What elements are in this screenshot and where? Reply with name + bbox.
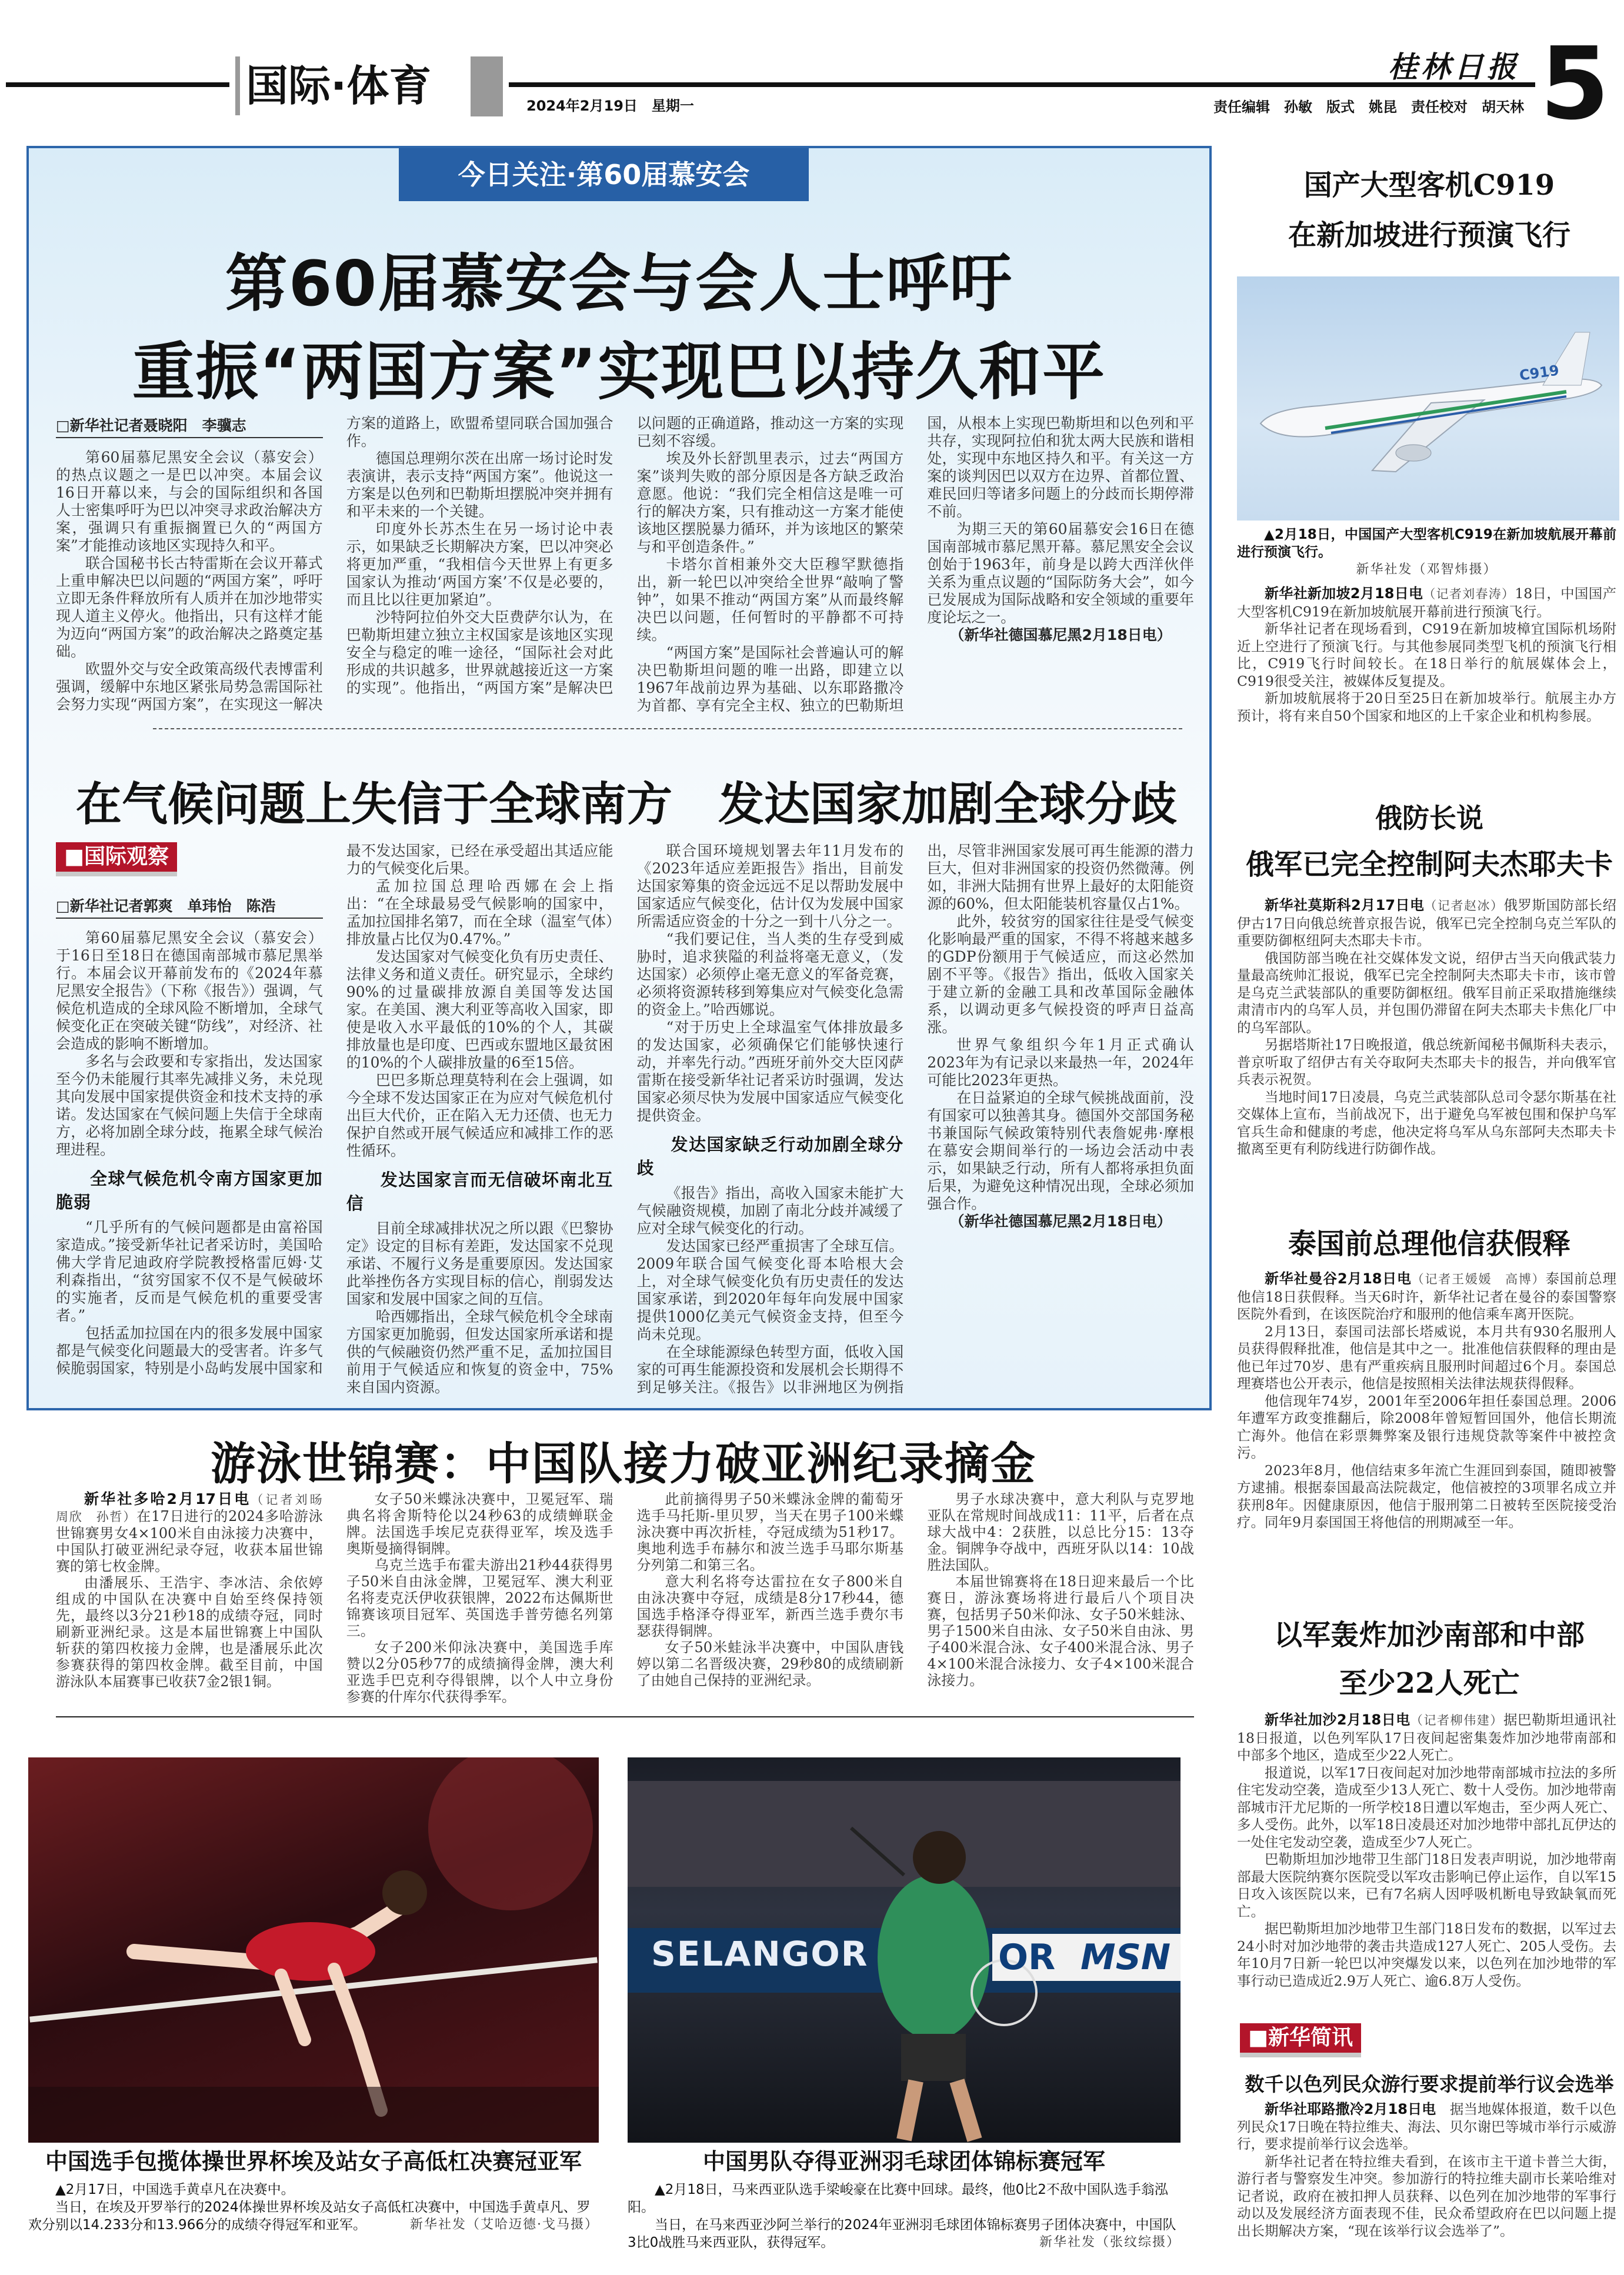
paragraph: 巴巴多斯总理莫特利在会上强调，如今全球不发达国家正在为应对气候危机付出巨大代价，正在陷入无力还债、也无力保护自然或开展气候适应和减排工作的恶性循环。 bbox=[346, 1072, 613, 1159]
caption-block bbox=[628, 2216, 1181, 2251]
paragraph: 第60届慕尼黑安全会议（慕安会）于16日至18日在德国南部城市慕尼黑举行。本届会议开幕前发布的《2024年慕尼黑安全报告》（下称《报告》）强调，气候危机造成的全球风险不断增加，全球气候变化正在突破关键“防线”，对经济、社会造成的影响不断增加。 bbox=[56, 929, 323, 1052]
paragraph: 世界气象组织今年1月正式确认2023年为有记录以来最热一年，2024年可能比2023年更热。 bbox=[927, 1036, 1194, 1089]
paragraph: 当地时间17日凌晨，乌克兰武装部队总司令瑟尔斯基在社交媒体上宣布，当前战况下，出于避免乌军被包围和保护乌军官兵生命和健康的考虑，他决定将乌军从乌东部阿夫杰耶夫卡撤离至更有利防线进行防御作战。 bbox=[1237, 1088, 1616, 1157]
lead-text: 泰国前总理他信18日获假释。当天6时许，新华社记者在曼谷的泰国警察医院外看到，在该医院治疗和服刑的他信乘车离开医院。 bbox=[1237, 1270, 1617, 1322]
paragraph: 2月13日，泰国司法部长塔威说，本月共有930名服刑人员获得假释批准，他信是其中之一。批准他信获假释的理由是他已年过70岁、患有严重疾病且服刑时间超过6个月。泰国总理赛塔也公开表示，他信是按照相关法律法规获得假释。 bbox=[1237, 1323, 1616, 1392]
paragraph: 发达国家对气候变化负有历史责任、法律义务和道义责任。研究显示，全球约90%的过量碳排放源自美国等发达国家。在美国、澳大利亚等高收入国家，即使是收入水平最低的10%的个人，其碳排放量也是印度、巴西或东盟地区最贫困的10%的个人碳排放量的6至15倍。 bbox=[346, 948, 613, 1071]
paragraph: 在日益紧迫的全球气候挑战面前，没有国家可以独善其身。德国外交部国务秘书兼国际气候政策特别代表詹妮弗·摩根在慕安会期间举行的一场边会活动中表示，如果缺乏行动，所有人都将承担负面后果，为避免这种情况出现，全球必须加强合作。 bbox=[927, 1089, 1194, 1212]
paragraph: 另据塔斯社17日晚报道，俄总统新闻秘书佩斯科夫表示，普京听取了绍伊古有关夺取阿夫杰耶夫卡的报告，并向俄军官兵表示祝贺。 bbox=[1237, 1036, 1616, 1088]
dateline: 新华社多哈2月17日电 bbox=[84, 1490, 251, 1507]
paragraph: 为期三天的第60届慕安会16日在德国南部城市慕尼黑开幕。慕尼黑安全会议创始于1963年，前身是以跨大西洋伙伴关系为重点议题的“国际防务大会”，如今已发展成为国际战略和安全领域的重要年度论坛之一。 bbox=[927, 521, 1194, 626]
russia-article-body bbox=[1237, 897, 1616, 1158]
photo-headline: 中国选手包揽体操世界杯埃及站女子高低杠决赛冠亚军 bbox=[45, 2148, 582, 2174]
paragraph: 意大利名将夸达雷拉在女子800米自由泳决赛中夺冠，成绩是8分17秒44，德国选手格泽夺得亚军，新西兰选手费尔韦瑟获得铜牌。 bbox=[636, 1573, 904, 1639]
paragraph: “我们要记住，当人类的生存受到威胁时，追求狭隘的利益将毫无意义，（发达国家）必须停止毫无意义的军备竞赛，必须将资源转移到筹集应对气候变化急需的资金上。”哈西娜说。 bbox=[636, 930, 904, 1018]
paragraph: 由潘展乐、王浩宇、李冰洁、余依婷组成的中国队在决赛中自始至终保持领先，最终以3分21秒18的成绩夺冠，同时刷新亚洲纪录。这是本届世锦赛上中国队斩获的第四枚接力金牌，也是潘展乐此次参赛获得的第四枚金牌。截至目前，中国游泳队本届赛事已收获7金2银1铜。 bbox=[56, 1575, 323, 1690]
airplane-image bbox=[1237, 276, 1619, 521]
paragraph: 多名与会政要和专家指出，发达国家至今仍未能履行其率先减排义务，未兑现其向发展中国家提供资金和技术支持的承诺。发达国家在气候问题上失信于全球南方，必将加剧全球分歧，拖累全球气候治理进程。 bbox=[56, 1053, 323, 1158]
reporters: （记者柳伟建） bbox=[1410, 1713, 1503, 1727]
header-rule-right bbox=[509, 82, 1535, 87]
paragraph: 乌克兰选手布霍夫游出21秒44获得男子50米自由泳金牌，卫冕冠军、澳大利亚名将麦克沃伊收获银牌，2022布达佩斯世锦赛该项目冠军、英国选手普劳德名列第三。 bbox=[346, 1557, 613, 1639]
plane-livery-text: C919 bbox=[1518, 362, 1560, 384]
brief-article-body bbox=[1237, 2101, 1616, 2240]
photo-credit: 新华社发（邓智炜摄） bbox=[1356, 562, 1498, 577]
c919-article-body bbox=[1237, 585, 1616, 725]
subheading: 发达国家言而无信破坏南北互信 bbox=[346, 1170, 613, 1213]
gaza-article-body bbox=[1237, 1712, 1616, 1990]
paragraph: 哈西娜指出，全球气候危机令全球南方国家更加脆弱，但发达国家所承诺和提供的气候融资仍然严重不足，孟加拉国目前用于气候适应和恢复的资金中，75%来自国内资源。 bbox=[346, 1308, 613, 1396]
paragraph: 俄国防部当晚在社交媒体发文说，绍伊古当天向俄武装力量最高统帅汇报说，俄军已完全控制阿夫杰耶夫卡市，该市曾是乌克兰武装部队的重要防御枢纽。俄军目前正采取措施继续肃清市内的乌军人员，并包围仍滞留在阿夫杰耶夫卡焦化厂中的乌军部队。 bbox=[1237, 949, 1616, 1036]
thailand-lead bbox=[1237, 1270, 1616, 1323]
paragraph: 包括孟加拉国在内的很多发展中国家都是气候变化问题最大的受害者。许多气候脆弱国家，特别是小岛屿发展中国家和最不发达国家，已经在承受超出其适应能力的气候变化后果。 bbox=[56, 842, 613, 1377]
paragraph: 女子50米蝶泳决赛中，卫冕冠军、瑞典名将舍斯特伦以24秒63的成绩蝉联金牌。法国选手埃尼克获得亚军，埃及选手奥斯曼摘得铜牌。 bbox=[346, 1491, 613, 1557]
swimming-article-body bbox=[56, 1491, 1194, 1710]
gymnast-image bbox=[28, 1757, 599, 2143]
lead-text: 据当地媒体报道，数千以色列民众17日晚在特拉维夫、海法、贝尔谢巴等城市举行示威游行，要求提前举行议会选举。 bbox=[1237, 2101, 1616, 2152]
paragraph: 新华社记者在现场看到，C919在新加坡樟宜国际机场附近上空进行了预演飞行。与其他参展同类型飞机的预演飞行相比，C919飞行时间较长。在18日举行的航展媒体会上，C919很受关注，被媒体反复提及。 bbox=[1237, 621, 1616, 689]
lead-text: 18日，中国国产大型客机C919在新加坡航展开幕前进行预演飞行。 bbox=[1237, 585, 1617, 620]
dateline: 新华社新加坡2月18日电 bbox=[1265, 585, 1423, 602]
paragraph: 卡塔尔首相兼外交大臣穆罕默德指出，新一轮巴以冲突给全世界“敲响了警钟”，如果不推动“两国方案”从而最终解决巴以问题，任何暂时的平静都不可持续。 bbox=[636, 556, 904, 643]
feature-article-body bbox=[56, 415, 1194, 725]
dateline: 新华社莫斯科2月17日电 bbox=[1265, 897, 1425, 913]
paragraph: 据巴勒斯坦加沙地带卫生部门18日发布的数据，以军过去24小时对加沙地带的袭击共造成127人死亡、205人受伤。去年10月7日新一轮巴以冲突爆发以来，以色列在加沙地带的军事行动已造成近2.9万人死亡、逾6.8万人受伤。 bbox=[1237, 1920, 1616, 1989]
paragraph: 第60届慕尼黑安全会议（慕安会）的热点议题之一是巴以冲突。本届会议16日开幕以来，与会的国际组织和各国人士密集呼吁为巴以冲突寻求政治解决方案，强调只有重振搁置已久的“两国方案”才能推动该地区实现持久和平。 bbox=[56, 449, 323, 554]
subheading: 发达国家缺乏行动加剧全球分歧 bbox=[636, 1135, 904, 1178]
badminton-photo bbox=[628, 1757, 1181, 2143]
swimming-headline: 游泳世锦赛：中国队接力破亚洲纪录摘金 bbox=[211, 1437, 1036, 1490]
paragraph: 目前全球减排状况之所以跟《巴黎协定》设定的目标有差距，发达国家不兑现承诺、不履行义务是重要原因。发达国家此举挫伤各方实现目标的信心，削弱发达国家和发展中国家之间的互信。 bbox=[346, 1220, 613, 1307]
feature-headline-2: 重振“两国方案”实现巴以持久和平 bbox=[132, 336, 1106, 408]
photo-credit: 新华社发（艾哈迈德·戈马摄） bbox=[410, 2217, 599, 2232]
c919-headline-2: 在新加坡进行预演飞行 bbox=[1288, 219, 1570, 252]
brief-lead bbox=[1237, 2101, 1616, 2153]
signage-text: MSN bbox=[1081, 1937, 1171, 1978]
paragraph: 孟加拉国总理哈西娜在会上指出：“在全球最易受气候影响的国家中，孟加拉国排名第7，而在全球（温室气体）排放量占比仅为0.47%。” bbox=[346, 878, 613, 948]
photo-credit: 新华社发（张纹综摄） bbox=[1039, 2235, 1181, 2250]
paragraph: 此外，较贫穷的国家往往是受气候变化影响最严重的国家，不得不将越来越多的GDP份额用于气候适应，而这必然加剧不平等。《报告》指出，低收入国家关于建立新的金融工具和改革国际金融体系，以调动更多气候投资的呼声日益高涨。 bbox=[927, 913, 1194, 1036]
caption-text: ▲2月18日，马来西亚队选手梁峻豪在比赛中回球。最终，他0比2不敌中国队选手翁泓阳。 bbox=[628, 2182, 1168, 2215]
thailand-headline: 泰国前总理他信获假释 bbox=[1288, 1227, 1570, 1260]
feature-headline-1: 第60届慕安会与会人士呼吁 bbox=[225, 248, 1013, 320]
lead-text: 在17日进行的2024多哈游泳世锦赛男女4×100米自由泳接力决赛中，中国队打破亚洲纪录夺冠，收获本届世锦赛的第七枚金牌。 bbox=[56, 1508, 323, 1575]
paragraph: 男子水球决赛中，意大利队与克罗地亚队在常规时间战成11：11平，后者在点球大战中4：2获胜，以总比分15：13夺金。铜牌争夺战中，西班牙队以14：10战胜法国队。 bbox=[927, 1491, 1194, 1573]
section-title: 国际·体育 bbox=[235, 56, 431, 115]
dateline: （新华社德国慕尼黑2月18日电） bbox=[949, 626, 1172, 643]
photo-headline: 中国男队夺得亚洲羽毛球团体锦标赛冠军 bbox=[702, 2148, 1105, 2174]
brief-tag: ■新华简讯 bbox=[1240, 2023, 1361, 2053]
reporters: （记者刘春涛） bbox=[1423, 587, 1515, 601]
climate-headline: 在气候问题上失信于全球南方 发达国家加剧全球分歧 bbox=[75, 778, 1177, 831]
russia-kicker: 俄防长说 bbox=[1375, 802, 1483, 834]
lead-text: 俄罗斯国防部长绍伊古17日向俄总统普京报告说，俄军已完全控制乌克兰军队的重要防御枢纽阿夫杰耶夫卡市。 bbox=[1237, 897, 1616, 949]
paragraph: “两国方案”是国际社会普遍认可的解决巴勒斯坦问题的唯一出路，即建立以1967年战前边界为基础、以东耶路撒冷为首都、享有完全主权、独立的巴勒斯坦国，从根本上实现巴勒斯坦和以色列和平共存，实现阿拉伯和犹太两大民族和谐相处，实现中东地区持久和平。有关这一方案的谈判因巴以双方在边界、首都位置、难民回归等诸多问题上的分歧而长期停滞不前。 bbox=[636, 415, 1194, 714]
paragraph: 2023年8月，他信结束多年流亡生涯回到泰国，随即被警方逮捕。根据泰国最高法院裁定，他信被控的3项罪名成立并获刑8年。因健康原因，他信于服刑第二日被转至医院接受治疗。同年9月泰国国王将他信的刑期减至一年。 bbox=[1237, 1462, 1616, 1530]
signage-text: OR bbox=[998, 1937, 1056, 1978]
paragraph: 联合国环境规划署去年11月发布的《2023年适应差距报告》指出，目前发达国家筹集的资金远远不足以帮助发展中国家适应气候变化，估计仅为发展中国家所需适应资金的十分之一到十八分之一。 bbox=[636, 842, 904, 930]
paragraph: 欧盟外交与安全政策高级代表博雷利强调，缓解中东地区紧张局势急需国际社会努力实现“两国方案”，在实现这一解决方案的道路上，欧盟希望同联合国加强合作。 bbox=[56, 415, 613, 713]
c919-photo bbox=[1237, 276, 1619, 521]
gaza-lead bbox=[1237, 1712, 1616, 1764]
dateline: 新华社曼谷2月18日电 bbox=[1265, 1270, 1412, 1287]
gymnastics-photo bbox=[28, 1757, 599, 2143]
paragraph: 他信现年74岁，2001年至2006年担任泰国总理。2006年遭军方政变推翻后，除2008年曾短暂回国外，他信长期流亡海外。他信在彩票舞弊案及银行违规贷款等案件中被控贪污。 bbox=[1237, 1392, 1616, 1461]
column-tag: ■国际观察 bbox=[56, 842, 177, 872]
reporters: （记者刘旸 周欣 孙哲） bbox=[56, 1493, 336, 1524]
climate-article-body bbox=[56, 842, 1194, 1404]
subheading: 全球气候危机令南方国家更加脆弱 bbox=[56, 1169, 323, 1212]
gaza-headline-2: 至少22人死亡 bbox=[1339, 1667, 1520, 1700]
paragraph: 沙特阿拉伯外交大臣费萨尔认为，在巴勒斯坦建立独立主权国家是该地区实现安全与稳定的唯一途径，“国际社会对此形成的共识越多，世界就越接近这一方案的实现”。他指出，“两国方案”是解决巴以问题的正确道路，推动这一方案的实现已刻不容缓。 bbox=[346, 415, 904, 696]
c919-lead bbox=[1237, 585, 1616, 621]
thailand-article-body bbox=[1237, 1270, 1616, 1532]
reporters: （记者赵冰） bbox=[1424, 899, 1504, 913]
signage-text: SELANGOR bbox=[651, 1934, 869, 1974]
feature-tab: 今日关注·第60届慕安会 bbox=[399, 148, 809, 201]
caption-text: ▲2月17日，中国选手黄卓凡在决赛中。 bbox=[55, 2182, 295, 2197]
paragraph: 新加坡航展将于20日至25日在新加坡举行。航展主办方预计，将有来自50个国家和地区的上千家企业和机构参展。 bbox=[1237, 690, 1616, 724]
paragraph: 埃及外长舒凯里表示，过去“两国方案”谈判失败的部分原因是各方缺乏政治意愿。他说：“我们完全相信这是唯一可行的解决方案，只有推动这一方案才能使该地区摆脱暴力循环，并为该地区的繁荣与和平创造条件。” bbox=[636, 450, 904, 555]
paragraph: 新华社记者在特拉维夫看到，在该市主干道卡普兰大街，游行者与警察发生冲突。参加游行的特拉维夫副市长莱哈维对记者说，政府在被扣押人员获释、以色列在加沙地带的军事行动以及发展经济方面表现不佳，民众希望政府在巴以问题上提出长期解决方案，“现在该举行议会选举了”。 bbox=[1237, 2153, 1616, 2239]
c919-headline-1: 国产大型客机C919 bbox=[1303, 169, 1555, 202]
dateline: 新华社耶路撒冷2月18日电 bbox=[1265, 2101, 1436, 2117]
divider bbox=[56, 1716, 1194, 1717]
paragraph: 《报告》指出，高收入国家未能扩大气候融资规模，加剧了南北分歧并减缓了应对全球气候变化的行动。 bbox=[636, 1185, 904, 1237]
gymnastics-caption bbox=[28, 2148, 599, 2234]
feature-byline: □新华社记者聂晓阳 李骥志 bbox=[56, 417, 323, 438]
russia-lead bbox=[1237, 897, 1616, 950]
dateline: （新华社德国慕尼黑2月18日电） bbox=[949, 1213, 1172, 1230]
issue-date: 2024年2月19日 星期一 bbox=[526, 98, 694, 114]
badminton-caption bbox=[628, 2148, 1181, 2251]
caption-text: 当日，在马来西亚沙阿兰举行的2024年亚洲羽毛球团体锦标赛男子团体决赛中，中国队3比0战胜马来西亚队，获得冠军。 bbox=[628, 2217, 1176, 2250]
dashed-divider bbox=[153, 728, 1182, 729]
page-number: 5 bbox=[1540, 26, 1610, 142]
caption-block bbox=[28, 2199, 599, 2234]
paragraph: 本届世锦赛将在18日迎来最后一个比赛日，游泳赛场将进行最后八个项目决赛，包括男子50米仰泳、女子50米蛙泳、男子1500米自由泳、女子50米自由泳、男子400米混合泳、女子400米混合泳、男子4×100米混合泳接力、女子4×100米混合泳接力。 bbox=[927, 1573, 1194, 1689]
brief-headline: 数千以色列民众游行要求提前举行议会选举 bbox=[1245, 2073, 1614, 2096]
editor-credits: 责任编辑 孙敏 版式 姚昆 责任校对 胡天林 bbox=[1213, 99, 1524, 115]
dateline: 新华社加沙2月18日电 bbox=[1265, 1712, 1410, 1728]
paragraph: “对于历史上全球温室气体排放最多的发达国家，必须确保它们能够快速行动，并率先行动。”西班牙前外交大臣冈萨雷斯在接受新华社记者采访时强调，发达国家必须尽快为发展中国家适应气候变化提供资金。 bbox=[636, 1019, 904, 1124]
paragraph: “几乎所有的气候问题都是由富裕国家造成。”接受新华社记者采访时，美国哈佛大学肯尼迪政府学院教授格雷厄姆·艾利森指出，“贫穷国家不仅不是气候破坏的实施者，反而是气候危机的重要受害者。” bbox=[56, 1219, 323, 1324]
gaza-headline-1: 以军轰炸加沙南部和中部 bbox=[1273, 1619, 1585, 1652]
paragraph: 在全球能源绿色转型方面，低收入国家的可再生能源投资和发展机会长期得不到足够关注。《报告》以非洲地区为例指出，尽管非洲国家发展可再生能源的潜力巨大，但对非洲国家的投资仍然微薄。例如，非洲大陆拥有世界上最好的太阳能资源的60%，但太阳能装机容量仅占1%。 bbox=[636, 842, 1194, 1396]
paragraph: 发达国家已经严重损害了全球互信。2009年联合国气候变化哥本哈根大会上，对全球气候变化负有历史责任的发达国家承诺，到2020年每年向发展中国家提供1000亿美元气候资金支持，但至今尚未兑现。 bbox=[636, 1237, 904, 1343]
c919-caption bbox=[1237, 526, 1616, 579]
climate-byline: □新华社记者郭爽 单玮怡 陈浩 bbox=[56, 898, 323, 919]
paragraph: 此前摘得男子50米蝶泳金牌的葡萄牙选手马托斯-里贝罗，当天在男子100米蝶泳决赛中再次折桂，夺冠成绩为51秒17。奥地利选手布赫尔和波兰选手马耶尔斯基分列第二和第三名。 bbox=[636, 1491, 904, 1573]
swimming-lead bbox=[56, 1490, 336, 1575]
russia-headline: 俄军已完全控制阿夫杰耶夫卡 bbox=[1245, 848, 1613, 881]
reporters: （记者王媛媛 高博） bbox=[1411, 1272, 1546, 1286]
paragraph: 巴勒斯坦加沙地带卫生部门18日发表声明说，加沙地带南部最大医院纳赛尔医院受以军攻击影响已停止运作，自以军15日攻入该医院以来，已有7名病人因呼吸机断电导致缺氧而死亡。 bbox=[1237, 1851, 1616, 1920]
paragraph: 联合国秘书长古特雷斯在会议开幕式上重申解决巴以问题的“两国方案”，呼吁立即无条件释放所有人质并在加沙地带实现人道主义停火。他指出，只有这样才能为迈向“两国方案”的政治解决之路奠定基础。 bbox=[56, 555, 323, 660]
paragraph: 印度外长苏杰生在另一场讨论中表示，如果缺乏长期解决方案，巴以冲突必将更加严重，“我相信今天世界上有更多国家认为推动‘两国方案’不仅是必要的，而且比以往更加紧迫”。 bbox=[346, 521, 613, 608]
caption-text: 当日，在埃及开罗举行的2024体操世界杯埃及站女子高低杠决赛中，中国选手黄卓凡、罗欢分别以14.233分和13.966分的成绩夺得冠军和亚军。 bbox=[28, 2200, 591, 2233]
paragraph: 报道说，以军17日夜间起对加沙地带南部城市拉法的多所住宅发动空袭，造成至少13人死亡、数十人受伤。加沙地带南部城市汗尤尼斯的一所学校18日遭以军炮击，至少两人死亡、多人受伤。此外，以军18日凌晨还对加沙地带中部扎瓦伊达的一处住宅发动空袭，造成至少7人死亡。 bbox=[1237, 1764, 1616, 1850]
section-title-block bbox=[471, 56, 503, 116]
paragraph: 德国总理朔尔茨在出席一场讨论时发表演讲，表示支持“两国方案”。他说这一方案是以色列和巴勒斯坦摆脱冲突并拥有和平未来的一个关键。 bbox=[346, 450, 613, 520]
caption-text: ▲2月18日，中国国产大型客机C919在新加坡航展开幕前进行预演飞行。 bbox=[1237, 527, 1616, 560]
lead-text: 据巴勒斯坦通讯社18日报道，以色列军队17日夜间起密集轰炸加沙地带南部和中部多个地区，造成至少22人死亡。 bbox=[1237, 1712, 1617, 1763]
newspaper-logo: 桂林日报 bbox=[1388, 49, 1520, 84]
paragraph: 女子50米蛙泳半决赛中，中国队唐钱婷以第二名晋级决赛，29秒80的成绩刷新了由她自己保持的亚洲纪录。 bbox=[636, 1639, 904, 1689]
paragraph: 女子200米仰泳决赛中，美国选手库赞以2分05秒77的成绩摘得金牌，澳大利亚选手巴克利夺得银牌，以个人中立身份参赛的什库尔代获得季军。 bbox=[346, 1639, 613, 1705]
header-rule-left bbox=[6, 82, 229, 87]
